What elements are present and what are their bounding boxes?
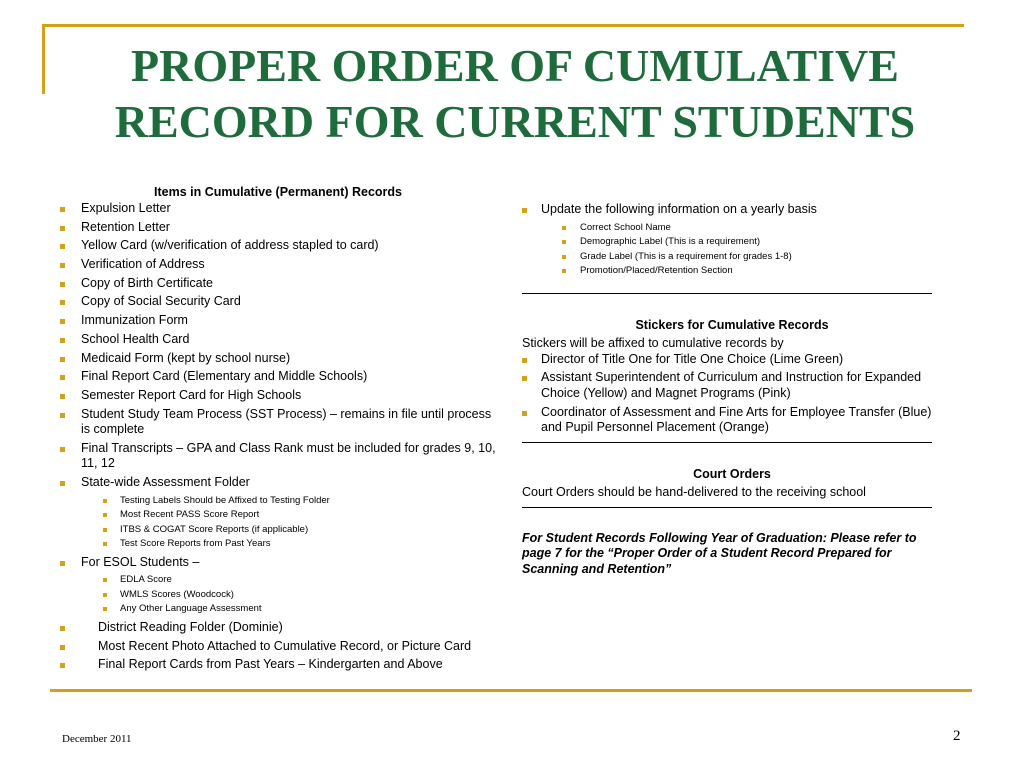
stickers-intro: Stickers will be affixed to cumulative records by (522, 335, 784, 350)
sub-list-item: Grade Label (This is a requirement for grades 1-8) (522, 250, 942, 265)
sub-list-item: Testing Labels Should be Affixed to Testing Folder (58, 494, 498, 509)
list-item: Medicaid Form (kept by school nurse) (58, 351, 498, 367)
list-item: Semester Report Card for High Schools (58, 388, 498, 404)
list-item: Student Study Team Process (SST Process) – remains in file until process is complete (58, 407, 498, 438)
right-column (522, 202, 942, 577)
list-item: Retention Letter (58, 220, 498, 236)
divider (522, 442, 932, 443)
divider (522, 293, 932, 294)
slide-title: PROPER ORDER OF CUMULATIVE RECORD FOR CURRENT STUDENTS (114, 40, 916, 147)
stickers-list (522, 352, 942, 436)
sub-list-item: Test Score Reports from Past Years (58, 537, 498, 552)
list-item-esol: For ESOL Students – (58, 555, 498, 571)
list-item: Verification of Address (58, 257, 498, 273)
list-item: Copy of Social Security Card (58, 294, 498, 310)
footer-date: December 2011 (62, 733, 132, 745)
list-item: Yellow Card (w/verification of address stapled to card) (58, 238, 498, 254)
list-item: Assistant Superintendent of Curriculum and Instruction for Expanded Choice (Yellow) and Magnet Programs (Pink) (522, 370, 942, 401)
bottom-accent-rule (50, 689, 972, 692)
sub-list-item: Demographic Label (This is a requirement) (522, 235, 942, 250)
court-orders-text: Court Orders should be hand-delivered to the receiving school (522, 484, 866, 499)
list-item: School Health Card (58, 332, 498, 348)
list-item: Expulsion Letter (58, 201, 498, 217)
top-accent-rule (42, 24, 964, 27)
court-orders-heading: Court Orders (693, 466, 771, 481)
stickers-heading: Stickers for Cumulative Records (635, 317, 829, 332)
list-item: Final Report Cards from Past Years – Kindergarten and Above (58, 657, 498, 673)
page-number: 2 (953, 728, 961, 744)
sub-list-item: Any Other Language Assessment (58, 602, 498, 617)
sub-list-item: Correct School Name (522, 221, 942, 236)
list-item: Immunization Form (58, 313, 498, 329)
sub-list-item: ITBS & COGAT Score Reports (if applicable) (58, 523, 498, 538)
list-item: District Reading Folder (Dominie) (58, 620, 498, 636)
list-item: Copy of Birth Certificate (58, 276, 498, 292)
sub-list-item: Promotion/Placed/Retention Section (522, 264, 942, 279)
left-accent-rule (42, 24, 45, 94)
left-column (58, 183, 498, 676)
graduation-note: For Student Records Following Year of Graduation: Please refer to page 7 for the “Proper Order of a Student Record Prepared for Scanning and Retention” (522, 530, 917, 576)
sub-list-item: WMLS Scores (Woodcock) (58, 588, 498, 603)
list-item: Coordinator of Assessment and Fine Arts for Employee Transfer (Blue) and Pupil Personnel Placement (Orange) (522, 405, 942, 436)
sub-list-item: Most Recent PASS Score Report (58, 508, 498, 523)
left-heading: Items in Cumulative (Permanent) Records (154, 185, 402, 199)
cumulative-items-list (58, 201, 498, 673)
list-item: Most Recent Photo Attached to Cumulative Record, or Picture Card (58, 639, 498, 655)
divider (522, 507, 932, 508)
list-item: Update the following information on a yearly basis (522, 202, 942, 218)
list-item: Final Report Card (Elementary and Middle Schools) (58, 369, 498, 385)
list-item: Director of Title One for Title One Choice (Lime Green) (522, 352, 942, 368)
yearly-update-list (522, 202, 942, 279)
list-item: State-wide Assessment Folder (58, 475, 498, 491)
list-item: Final Transcripts – GPA and Class Rank must be included for grades 9, 10, 11, 12 (58, 441, 498, 472)
sub-list-item: EDLA Score (58, 573, 498, 588)
